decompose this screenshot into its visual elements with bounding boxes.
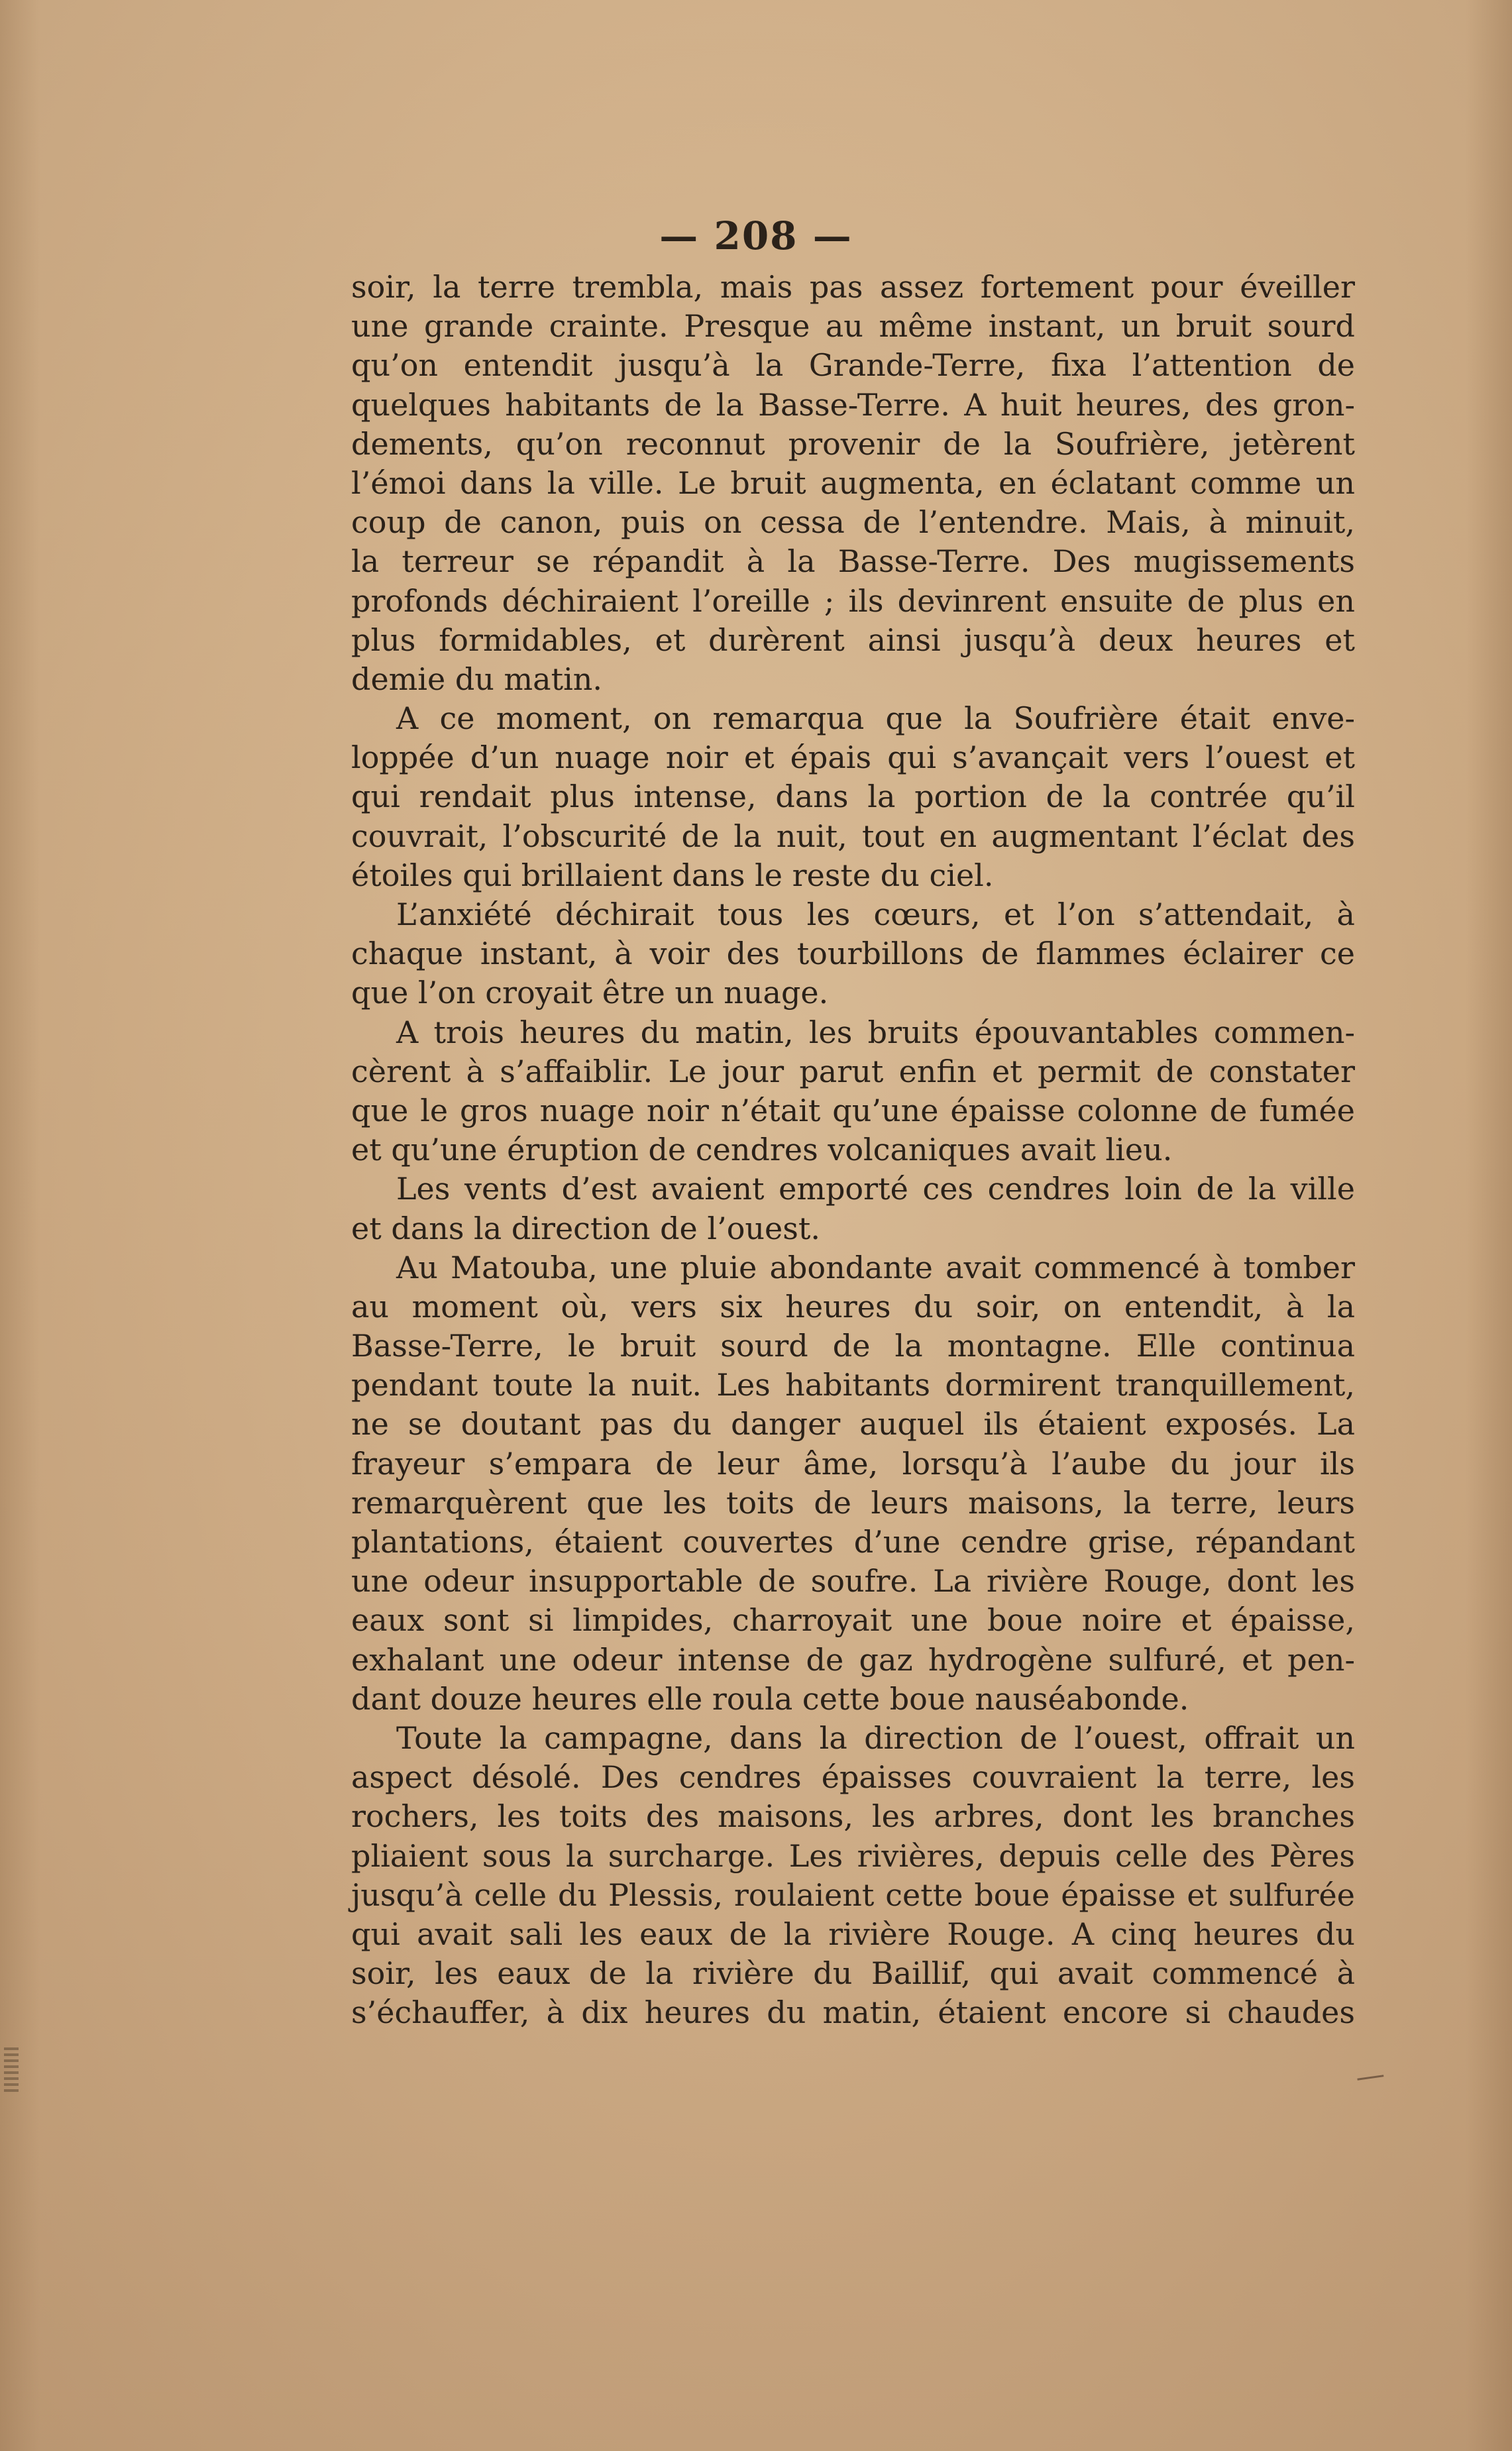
text-line: dant douze heures elle roula cette boue nauséabonde. — [351, 1680, 1189, 1717]
text-line: remarquèrent que les toits de leurs maisons, la terre, leurs — [351, 1484, 1355, 1521]
text-line: jusqu’à celle du Plessis, roulaient cette boue épaisse et sulfurée — [351, 1877, 1355, 1913]
text-line: l’émoi dans la ville. Le bruit augmenta, en éclatant comme un — [351, 464, 1355, 501]
text-line: A trois heures du matin, les bruits épouvantables commen- — [396, 1014, 1355, 1050]
text-line: ne se doutant pas du danger auquel ils étaient exposés. La — [351, 1406, 1355, 1443]
text-line: coup de canon, puis on cessa de l’entendre. Mais, à minuit, — [351, 504, 1355, 541]
text-line: pliaient sous la surcharge. Les rivières, depuis celle des Pères — [351, 1837, 1355, 1874]
text-line: pendant toute la nuit. Les habitants dormirent tranquillement, — [351, 1367, 1355, 1403]
text-line: cèrent à s’affaiblir. Le jour parut enfin et permit de constater — [351, 1053, 1355, 1089]
text-line: étoiles qui brillaient dans le reste du ciel. — [351, 857, 994, 893]
text-line: Au Matouba, une pluie abondante avait commencé à tomber — [396, 1249, 1355, 1285]
text-line: A ce moment, on remarqua que la Soufrière était enve- — [396, 700, 1355, 737]
text-line: demie du matin. — [351, 661, 603, 697]
text-line: Toute la campagne, dans la direction de l’ouest, offrait un — [396, 1719, 1355, 1756]
text-line: rochers, les toits des maisons, les arbres, dont les branches — [351, 1798, 1355, 1835]
text-line: profonds déchiraient l’oreille ; ils devinrent ensuite de plus en — [351, 582, 1355, 619]
text-line: la terreur se répandit à la Basse-Terre. Des mugissements — [351, 543, 1355, 580]
text-line: et dans la direction de l’ouest. — [351, 1210, 820, 1246]
text-line: que le gros nuage noir n’était qu’une épaisse colonne de fumée — [351, 1092, 1355, 1128]
text-line: qui avait sali les eaux de la rivière Rouge. A cinq heures du — [351, 1916, 1355, 1952]
text-line: Les vents d’est avaient emporté ces cendres loin de la ville — [396, 1171, 1355, 1207]
page-right-shadow — [1466, 0, 1512, 2451]
text-line: que l’on croyait être un nuage. — [351, 975, 829, 1011]
page-number: — 208 — — [659, 213, 853, 258]
text-line: une odeur insupportable de soufre. La rivière Rouge, dont les — [351, 1563, 1355, 1600]
text-line: Basse-Terre, le bruit sourd de la montagne. Elle continua — [351, 1328, 1355, 1364]
text-line: eaux sont si limpides, charroyait une boue noire et épaisse, — [351, 1602, 1355, 1639]
text-line: au moment où, vers six heures du soir, on entendit, à la — [351, 1288, 1355, 1325]
text-line: une grande crainte. Presque au même instant, un bruit sourd — [351, 308, 1355, 345]
text-line: aspect désolé. Des cendres épaisses couvraient la terre, les — [351, 1759, 1355, 1796]
margin-ink-mark — [4, 2047, 19, 2094]
text-line: couvrait, l’obscurité de la nuit, tout en augmentant l’éclat des — [351, 818, 1355, 854]
margin-pencil-mark — [1357, 2071, 1384, 2080]
text-line: plantations, étaient couvertes d’une cendre grise, répandant — [351, 1524, 1355, 1560]
text-line: et qu’une éruption de cendres volcaniques avait lieu. — [351, 1132, 1173, 1168]
text-line: loppée d’un nuage noir et épais qui s’avançait vers l’ouest et — [351, 739, 1355, 776]
text-line: frayeur s’empara de leur âme, lorsqu’à l’aube du jour ils — [351, 1445, 1355, 1482]
text-line: qui rendait plus intense, dans la portion de la contrée qu’il — [351, 779, 1355, 815]
text-line: soir, la terre trembla, mais pas assez fortement pour éveiller — [351, 269, 1355, 305]
text-line: exhalant une odeur intense de gaz hydrogène sulfuré, et pen- — [351, 1641, 1355, 1678]
body-text — [351, 268, 1355, 2032]
text-line: plus formidables, et durèrent ainsi jusqu’à deux heures et — [351, 622, 1355, 658]
text-line: quelques habitants de la Basse-Terre. A huit heures, des gron- — [351, 386, 1355, 423]
text-line: soir, les eaux de la rivière du Baillif, qui avait commencé à — [351, 1955, 1355, 1992]
text-line: s’échauffer, à dix heures du matin, étaient encore si chaudes — [351, 1994, 1355, 2031]
text-line: qu’on entendit jusqu’à la Grande-Terre, fixa l’attention de — [351, 347, 1355, 384]
text-line: dements, qu’on reconnut provenir de la Soufrière, jetèrent — [351, 425, 1355, 462]
text-line: chaque instant, à voir des tourbillons de flammes éclairer ce — [351, 936, 1355, 972]
text-line: L’anxiété déchirait tous les cœurs, et l’on s’attendait, à — [396, 897, 1355, 932]
